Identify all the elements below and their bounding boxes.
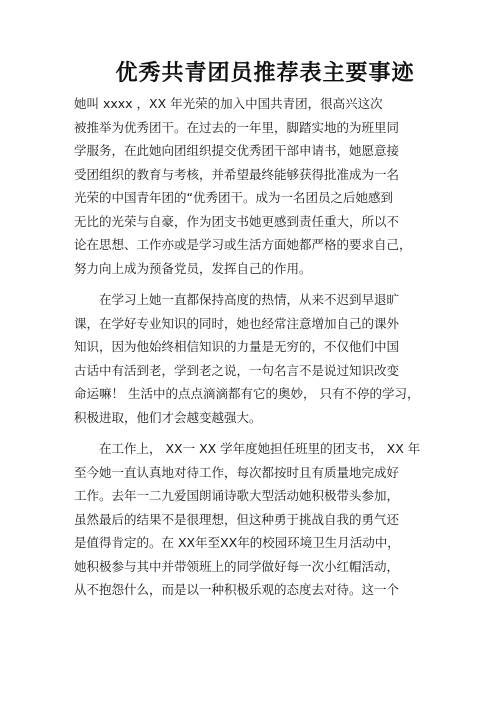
document-body — [74, 92, 421, 602]
text-line: 她积极参与其中并带领班上的同学做好每一次小红帽活动， — [74, 558, 400, 574]
text-line: 被推举为优秀团干。在过去的一年里，脚踏实地的为班里同 — [74, 119, 400, 135]
text-line: 知识，因为他始终相信知识的力量是无穷的，不仅他们中国 — [74, 339, 400, 354]
text-line: 论在思想、工作亦或是学习或生活方面她都严格的要求自己， — [74, 237, 412, 252]
text-line: 受团组织的教育与考核，并希望最终能够获得批准成为一名 — [74, 166, 400, 182]
paragraph-gap — [74, 429, 414, 437]
paragraph-gap — [74, 280, 414, 288]
text-line: 努力向上成为预备党员，发挥自己的作用。 — [74, 260, 312, 276]
text-line: 学服务，在此她向团组织提交优秀团干部申请书，她愿意接 — [74, 143, 400, 158]
text-line: 从不抱怨什么，而是以一种积极乐观的态度去对待。这一个 — [74, 582, 400, 597]
text-line: 在工作上， XX一 XX 学年度她担任班里的团支书， XX 年 — [74, 441, 421, 456]
text-line: 虽然最后的结果不是很理想，但这种勇于挑战自我的勇气还 — [74, 511, 400, 527]
text-line: 工作。去年一二九爱国朗诵诗歌大型活动她积极带头参加， — [74, 488, 400, 503]
text-line: 她叫 xxxx ，XX 年光荣的加入中国共青团，很高兴这次 — [74, 96, 383, 111]
text-line: 课，在学好专业知识的同时，她也经常注意增加自己的课外 — [74, 315, 400, 331]
text-line: 无比的光荣与自豪，作为团支书她更感到责任重大，所以不 — [74, 213, 400, 229]
document-title: 优秀共青团员推荐表主要事迹 — [115, 61, 415, 86]
text-line: 至今她一直认真地对待工作，每次都按时且有质量地完成好 — [74, 464, 400, 480]
text-line: 在学习上她一直都保持高度的热情，从来不迟到早退旷 — [74, 292, 400, 307]
text-line: 是值得肯定的。在 XX年至XX年的校园环境卫生月活动中， — [74, 535, 400, 550]
text-line: 古话中有活到老，学到老之说，一句名言不是说过知识改变 — [74, 362, 400, 378]
text-line: 命运嘛！ 生活中的点点滴滴都有它的奥妙， 只有不停的学习， — [74, 386, 420, 401]
text-line: 光荣的中国青年团的“优秀团干。成为一名团员之后她感到 — [74, 190, 393, 205]
text-line: 积极进取，他们才会越变越强大。 — [74, 409, 262, 425]
